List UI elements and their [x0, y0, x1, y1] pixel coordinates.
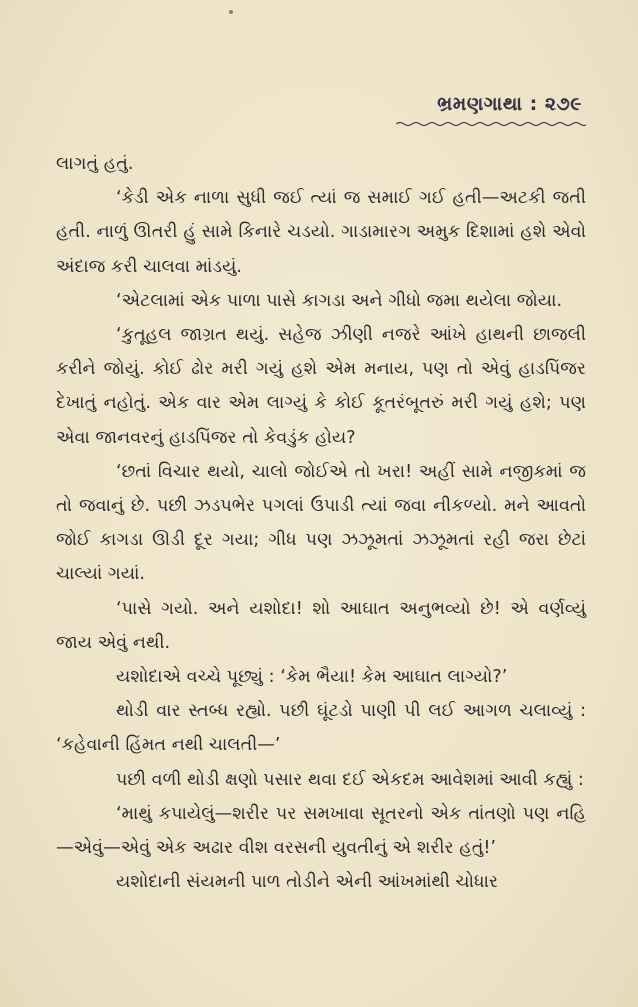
paragraph: પછી વળી થોડી ક્ષણો પસાર થવા દઈ એકદમ આવેશમાં આવી કહ્યું : [116, 769, 584, 790]
paragraph: યશોદાએ વચ્ચે પૂછ્યું : ‘કેમ ભૈયા! કેમ આઘાત લાગ્યો?’ [116, 667, 508, 688]
paragraph: ‘માથું કપાયેલું—શરીર પર સમખાવા સૂતરનો એક તાંતણો પણ નહિ—એવું—એવું એક અઢાર વીશ વરસની યુવતીનું એ શરીર હતું!’ [56, 803, 586, 859]
paragraph: થોડી વાર સ્તબ્ધ રહ્યો. પછી ઘૂંટડો પાણી પી લઈ આગળ ચલાવ્યું : ‘કહેવાની હિંમત નથી ચાલતી—’ [56, 701, 586, 756]
paragraph: યશોદાની સંયમની પાળ તોડીને એની આંખમાંથી ચોધાર [116, 872, 498, 893]
print-speck [229, 10, 233, 14]
paragraph: ‘એટલામાં એક પાળા પાસે કાગડા અને ગીધો જમા થયેલા જોયા. [116, 290, 563, 311]
header-wavy-underline [396, 121, 586, 127]
paragraph: ‘છતાં વિચાર થયો, ચાલો જોઈએ તો ખરા! અહીં સામે નજીકમાં જ તો જવાનું છે. પછી ઝડપભેર પગલાં ઉપાડી ત્યાં જવા નીકળ્યો. મને આવતો જોઈ કાગડા ઊડી દૂર ગયા; ગીધ પણ ઝઝૂમતાં ઝઝૂમતાં રહી જરા છેટાં ચાલ્યાં ગયાં. [56, 461, 586, 585]
paragraph: ‘પાસે ગયો. અને યશોદા! શો આઘાત અનુભવ્યો છે! એ વર્ણવ્યું જાય એવું નથી. [56, 598, 586, 653]
running-header: ભ્રમણગાથા : ૨૭૯ [437, 93, 582, 115]
body-text [56, 147, 586, 899]
paragraph: લાગતું હતું. [56, 154, 134, 174]
paragraph: ‘કેડી એક નાળા સુધી જઈ ત્યાં જ સમાઈ ગઈ હતી—અટકી જતી હતી. નાળું ઊતરી હું સામે કિનારે ચડયો. ગાડામારગ અમુક દિશામાં હશે એવો અંદાજ કરી ચાલવા માંડયું. [56, 188, 586, 277]
paragraph: ‘કુતૂહલ જાગ્રત થયું. સહેજ ઝીણી નજરે આંખે હાથની છાજલી કરીને જોયું. કોઈ ઢોર મરી ગયું હશે એમ મનાય, પણ તો એવું હાડપિંજર દેખાતું નહોતું. એક વાર એમ લાગ્યું કે કોઈ કૂતરંબૂતરું મરી ગયું હશે; પણ એવા જાનવરનું હાડપિંજર તો કેવડુંક હોય? [56, 325, 586, 448]
